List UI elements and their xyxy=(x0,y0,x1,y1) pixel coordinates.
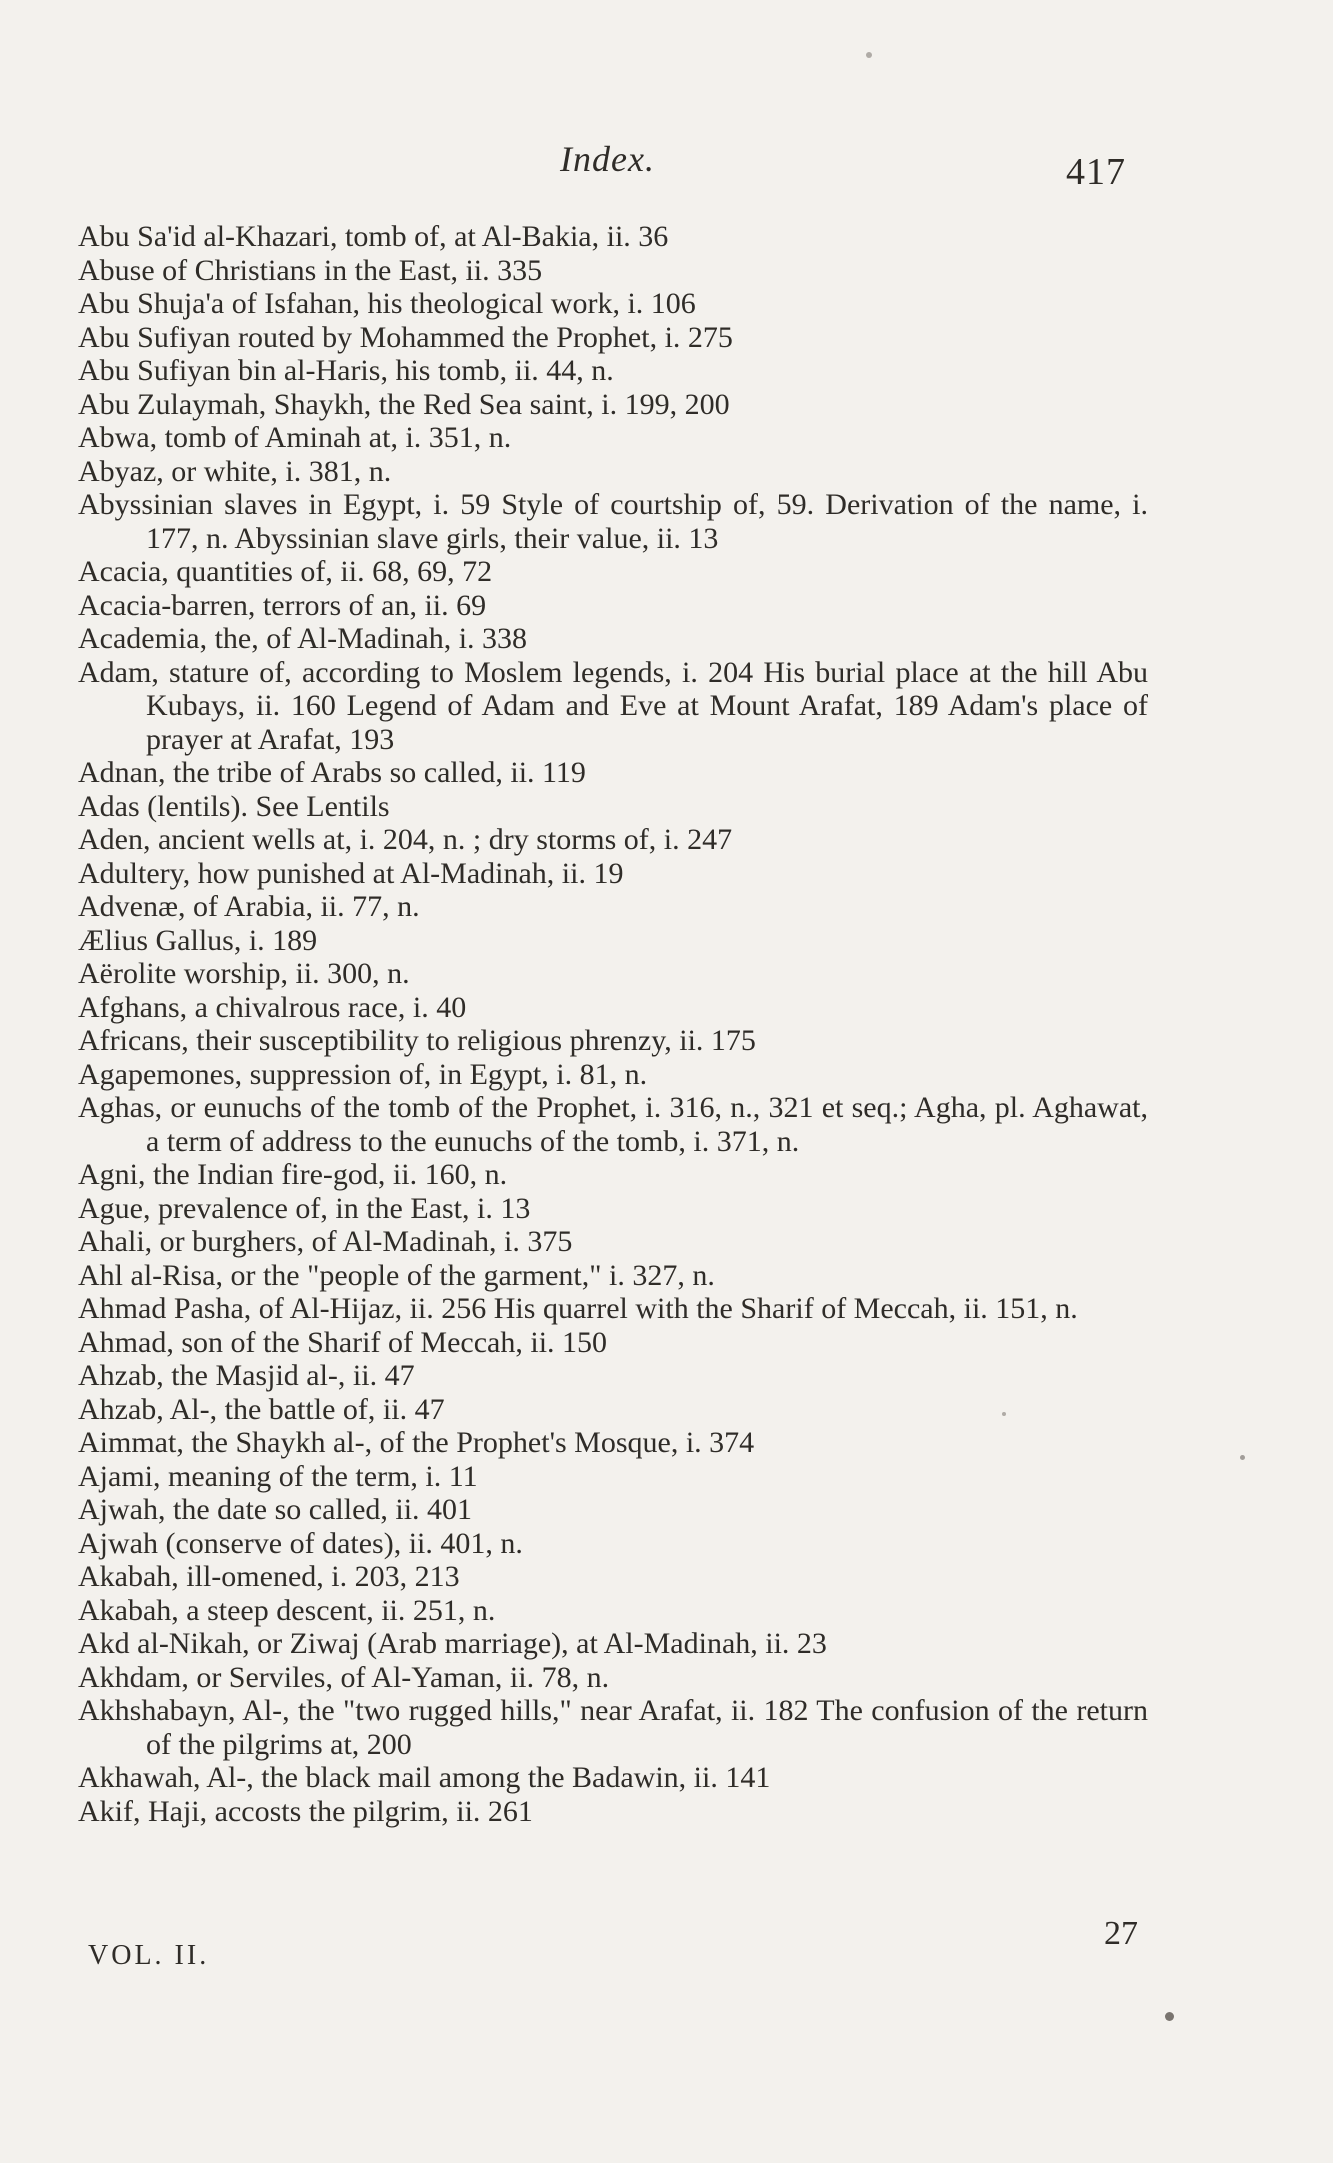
index-entry: Akd al-Nikah, or Ziwaj (Arab marriage), at Al-Madinah, ii. 23 xyxy=(78,1627,827,1660)
index-entry: Ælius Gallus, i. 189 xyxy=(78,923,318,957)
page-number: 417 xyxy=(1066,151,1126,193)
index-entry: Ahzab, the Masjid al-, ii. 47 xyxy=(78,1359,415,1392)
index-entry: Ajami, meaning of the term, i. 11 xyxy=(78,1459,478,1493)
index-entry: Afghans, a chivalrous race, i. 40 xyxy=(78,990,467,1024)
index-entry: Adam, stature of, according to Moslem legends, i. 204 His burial place at the hill Abu Kubays, ii. 160 Legend of Adam and Eve at Mount Arafat, 189 Adam's place of prayer at Arafat, 193 xyxy=(78,655,1148,756)
index-entry: Abwa, tomb of Aminah at, i. 351, n. xyxy=(78,421,512,454)
index-entry: Agapemones, suppression of, in Egypt, i. 81, n. xyxy=(78,1057,648,1091)
index-entry-list xyxy=(78,220,1148,1828)
index-entry: Ahmad Pasha, of Al-Hijaz, ii. 256 His quarrel with the Sharif of Meccah, ii. 151, n. xyxy=(78,1292,1078,1325)
index-entry: Adnan, the tribe of Arabs so called, ii. 119 xyxy=(78,756,586,789)
index-entry: Ajwah (conserve of dates), ii. 401, n. xyxy=(78,1526,523,1560)
volume-footer: VOL. II. xyxy=(88,1940,210,1971)
index-entry: Advenæ, of Arabia, ii. 77, n. xyxy=(78,890,420,923)
index-entry: Abu Zulaymah, Shaykh, the Red Sea saint, i. 199, 200 xyxy=(78,387,730,421)
index-entry: Aimmat, the Shaykh al-, of the Prophet's Mosque, i. 374 xyxy=(78,1426,755,1459)
ink-speck xyxy=(1002,1412,1006,1416)
index-entry: Abu Shuja'a of Isfahan, his theological work, i. 106 xyxy=(78,287,696,320)
index-entry: Africans, their susceptibility to religious phrenzy, ii. 175 xyxy=(78,1024,756,1057)
index-entry: Aden, ancient wells at, i. 204, n. ; dry storms of, i. 247 xyxy=(78,823,733,856)
signature-mark: 27 xyxy=(1104,1915,1138,1952)
index-entry: Acacia-barren, terrors of an, ii. 69 xyxy=(78,588,487,622)
index-entry: Akabah, a steep descent, ii. 251, n. xyxy=(78,1593,496,1627)
index-entry: Akif, Haji, accosts the pilgrim, ii. 261 xyxy=(78,1794,533,1828)
index-entry: Akhshabayn, Al-, the "two rugged hills," near Arafat, ii. 182 The confusion of the return of the pilgrims at, 200 xyxy=(78,1694,1148,1761)
index-entry: Abyaz, or white, i. 381, n. xyxy=(78,454,392,488)
ink-speck xyxy=(1165,2012,1174,2021)
index-entry: Ahmad, son of the Sharif of Meccah, ii. 150 xyxy=(78,1325,608,1359)
index-entry: Adas (lentils). See Lentils xyxy=(78,789,390,823)
index-entry: Aërolite worship, ii. 300, n. xyxy=(78,957,410,990)
index-entry: Abu Sufiyan bin al-Haris, his tomb, ii. 44, n. xyxy=(78,354,614,387)
index-entry: Akhdam, or Serviles, of Al-Yaman, ii. 78, n. xyxy=(78,1660,610,1694)
index-entry: Abu Sa'id al-Khazari, tomb of, at Al-Bakia, ii. 36 xyxy=(78,220,669,253)
running-header-title: Index. xyxy=(560,139,655,179)
index-entry: Ahzab, Al-, the battle of, ii. 47 xyxy=(78,1392,445,1426)
index-entry: Aghas, or eunuchs of the tomb of the Prophet, i. 316, n., 321 et seq.; Agha, pl. Aghawat, a term of address to the eunuchs of the tomb, i. 371, n. xyxy=(78,1091,1148,1158)
index-entry: Agni, the Indian fire-god, ii. 160, n. xyxy=(78,1158,508,1191)
index-entry: Akabah, ill-omened, i. 203, 213 xyxy=(78,1560,460,1593)
ink-speck xyxy=(1240,1455,1245,1460)
index-entry: Abu Sufiyan routed by Mohammed the Prophet, i. 275 xyxy=(78,320,733,354)
index-entry: Abuse of Christians in the East, ii. 335 xyxy=(78,253,543,287)
index-entry: Akhawah, Al-, the black mail among the Badawin, ii. 141 xyxy=(78,1761,771,1794)
index-entry: Acacia, quantities of, ii. 68, 69, 72 xyxy=(78,555,493,588)
index-entry: Adultery, how punished at Al-Madinah, ii. 19 xyxy=(78,856,624,890)
index-entry: Academia, the, of Al-Madinah, i. 338 xyxy=(78,622,528,655)
ink-speck xyxy=(866,52,872,58)
index-entry: Ague, prevalence of, in the East, i. 13 xyxy=(78,1191,531,1225)
index-entry: Ahl al-Risa, or the "people of the garment," i. 327, n. xyxy=(78,1258,715,1292)
index-entry: Ahali, or burghers, of Al-Madinah, i. 375 xyxy=(78,1225,573,1258)
index-entry: Abyssinian slaves in Egypt, i. 59 Style of courtship of, 59. Derivation of the name, i. 177, n. Abyssinian slave girls, their value, ii. 13 xyxy=(78,488,1148,555)
index-entry: Ajwah, the date so called, ii. 401 xyxy=(78,1493,473,1526)
